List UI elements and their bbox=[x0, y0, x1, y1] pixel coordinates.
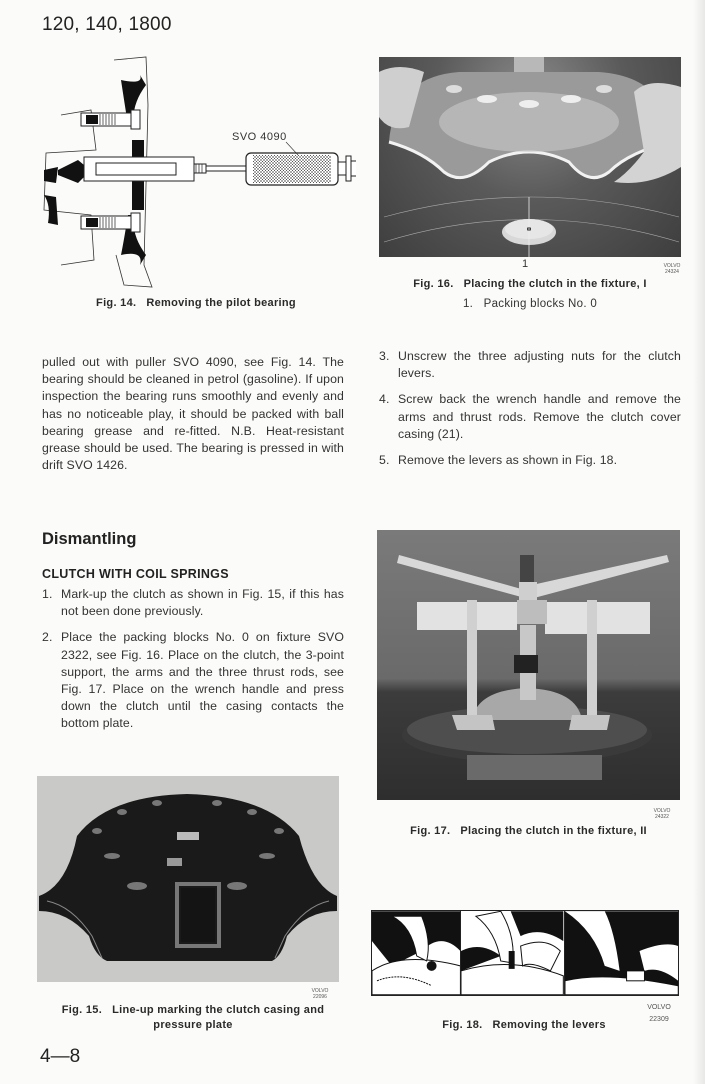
figure-15-photo bbox=[37, 776, 339, 982]
volvo-mark-text: VOLVO bbox=[311, 988, 329, 994]
figure-15-title-line1: Line-up marking the clutch casing and bbox=[112, 1004, 325, 1016]
step-number: 3. bbox=[379, 349, 390, 363]
step-number: 5. bbox=[379, 453, 390, 468]
volvo-mark-text: VOLVO bbox=[653, 808, 671, 814]
step-text: Unscrew the three adjusting nuts for the clutch levers. bbox=[398, 349, 681, 381]
figure-17-title: Placing the clutch in the fixture, II bbox=[460, 825, 647, 837]
figure-16-photo bbox=[379, 57, 681, 257]
step-text: Screw back the wrench handle and remove the arms and thrust rods. Remove the clutch cover casing (21). bbox=[398, 392, 681, 441]
clutch-on-fixture-image bbox=[379, 57, 681, 257]
section-title-dismantling: Dismantling bbox=[42, 530, 137, 548]
page-header: 120, 140, 1800 bbox=[42, 14, 172, 35]
steps-list-right bbox=[379, 348, 681, 478]
figure-18-title: Removing the levers bbox=[492, 1019, 606, 1031]
clutch-casing-image bbox=[37, 776, 339, 982]
figure-18-caption bbox=[371, 1019, 677, 1031]
step-text: Remove the levers as shown in Fig. 18. bbox=[398, 453, 618, 468]
step-item bbox=[379, 452, 681, 469]
lever-removal-step-2-image bbox=[461, 911, 564, 995]
volvo-mark-text: VOLVO bbox=[663, 263, 681, 269]
clutch-fixture-with-handle-image bbox=[377, 530, 680, 800]
volvo-mark-code: 22309 bbox=[649, 1016, 669, 1023]
step-number: 4. bbox=[379, 392, 390, 407]
figure-16-title: Placing the clutch in the fixture, I bbox=[463, 278, 647, 290]
figure-14-title: Removing the pilot bearing bbox=[146, 297, 296, 309]
intro-paragraph: pulled out with puller SVO 4090, see Fig. 14. The bearing should be cleaned in petrol (gasoline). If upon inspection the bearing runs smoothly and evenly and has no noticeable play, it should be packed with ball bearing grease and re-fitted. N.B. Heat-resistant grease should be used. The bearing is pressed in with drift SVO 1426. bbox=[42, 355, 344, 473]
page-edge-shadow bbox=[693, 0, 705, 1084]
pilot-bearing-puller-drawing bbox=[36, 55, 356, 290]
steps-list-left bbox=[42, 586, 344, 742]
figure-16-legend: 1. Packing blocks No. 0 bbox=[462, 298, 598, 310]
figure-14-number: Fig. 14. bbox=[96, 297, 137, 309]
figure-17-caption bbox=[377, 825, 680, 837]
figure-16-volvo-mark bbox=[660, 263, 684, 275]
subheading-clutch-coil-springs: CLUTCH WITH COIL SPRINGS bbox=[42, 567, 229, 581]
lever-removal-step-1-image bbox=[372, 911, 461, 995]
figure-16-number: Fig. 16. bbox=[413, 278, 454, 290]
step-text: Place the packing blocks No. 0 on fixture SVO 2322, see Fig. 16. Place on the clutch, the 3-point support, the arms and the three thrust rods, see Fig. 17. Place on the wrench handle and press down the clutch until the casing contacts the bottom plate. bbox=[61, 630, 344, 731]
figure-15-number: Fig. 15. bbox=[61, 1004, 103, 1016]
step-item bbox=[42, 629, 344, 732]
page-number: 4—8 bbox=[40, 1046, 81, 1067]
step-item bbox=[42, 586, 344, 620]
figure-17-number: Fig. 17. bbox=[410, 825, 451, 837]
figure-17-volvo-mark bbox=[650, 808, 674, 820]
volvo-mark-code: 24322 bbox=[655, 814, 669, 820]
figure-14-caption bbox=[36, 297, 356, 309]
figure-15-volvo-mark bbox=[308, 988, 332, 1000]
volvo-mark-code: 24324 bbox=[665, 269, 679, 275]
figure-18-number: Fig. 18. bbox=[442, 1019, 483, 1031]
step-number: 2. bbox=[42, 630, 53, 645]
step-text: Mark-up the clutch as shown in Fig. 15, if this has not been done previously. bbox=[61, 587, 344, 619]
figure-17-photo bbox=[377, 530, 680, 800]
figure-15-caption bbox=[37, 1003, 349, 1033]
step-item bbox=[379, 348, 681, 382]
volvo-mark-code: 22096 bbox=[313, 994, 327, 1000]
figure-14 bbox=[36, 55, 356, 290]
lever-removal-step-3-image bbox=[565, 911, 678, 995]
figure-18-drawing bbox=[371, 910, 679, 996]
tool-label-svo-4090: SVO 4090 bbox=[232, 131, 287, 143]
figure-16-caption bbox=[379, 278, 681, 290]
figure-15-title-line2: pressure plate bbox=[153, 1019, 233, 1031]
step-item bbox=[379, 391, 681, 443]
volvo-mark-text: VOLVO bbox=[647, 1004, 671, 1011]
figure-16-callout-1: 1 bbox=[522, 258, 529, 270]
step-number: 1. bbox=[42, 587, 53, 601]
